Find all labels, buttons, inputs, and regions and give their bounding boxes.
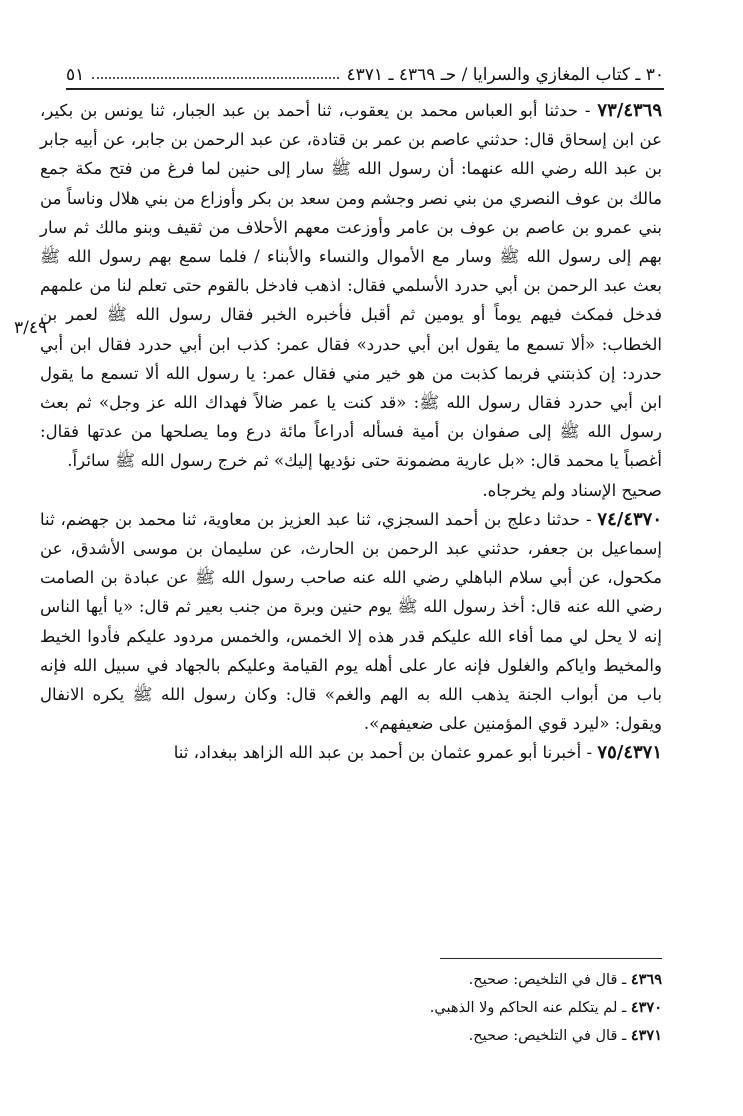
hadith-text: - حدثنا أبو العباس محمد بن يعقوب، ثنا أحمد بن عبد الجبار، ثنا يونس بن بكير، عن ابن إسحاق قال: حدثني عاصم بن عمر بن قتادة، عن عبد الرحمن بن جابر، عن أبيه جابر بن عبد الله رضي الله عنهما: أن رسول الله ﷺ سار إلى حنين لما فرغ من فتح مكة جمع مالك بن عوف النصري من بني نصر وجشم ومن سعد بن بكر وأوزاع من بني هلال وناساً من بني عمرو بن عاصم بن عوف بن عامر وأوزعت معهم الأحلاف من ثقيف وبنو مالك ثم سار بهم إلى رسول الله ﷺ وسار مع الأموال والنساء والأبناء / فلما سمع بهم رسول الله ﷺ بعث عبد الرحمن بن أبي حدرد الأسلمي فقال: اذهب فادخل بالقوم حتى تعلم لنا من علمهم فدخل فمكث فيهم يوماً أو يومين ثم أقبل فأخبره الخبر فقال رسول الله ﷺ لعمر بن الخطاب: «ألا تسمع ما يقول ابن أبي حدرد» فقال عمر: كذب ابن أبي حدرد فقال ابن أبي حدرد: إن كذبتني فربما كذبت من هو خير مني فقال عمر: يا رسول الله ألا تسمع ما يقول ابن أبي حدرد فقال رسول الله ﷺ: «قد كنت يا عمر ضالاً فهداك الله عز وجل» ثم بعث رسول الله ﷺ إلى صفوان بن أمية فسأله أدراعاً مائة درع وما يصلحها من عدتها فقال: أغصباً يا محمد قال: «بل عارية مضمونة حتى نؤديها إليك» ثم خرج رسول الله ﷺ سائراً.: [40, 101, 662, 471]
hadith-text: - أخبرنا أبو عمرو عثمان بن أحمد بن عبد الله الزاهد ببغداد، ثنا: [173, 743, 598, 763]
hadith-number: ٧٥/٤٣٧١: [597, 742, 662, 764]
hadith-paragraph: [40, 505, 662, 739]
footnote-text: ـ قال في التلخيص: صحيح.: [468, 972, 631, 988]
hadith-paragraph: [40, 738, 662, 767]
footnote-text: ـ قال في التلخيص: صحيح.: [468, 1028, 631, 1044]
main-text: [40, 96, 662, 768]
footnote-text: ـ لم يتكلم عنه الحاكم ولا الذهبي.: [429, 1000, 631, 1016]
footnote: [300, 1022, 662, 1050]
footnote-number: ٤٣٧١: [630, 1027, 662, 1044]
footnote-number: ٤٣٧٠: [630, 999, 662, 1016]
hadith-paragraph: [40, 96, 662, 476]
hadith-number: ٧٣/٤٣٦٩: [597, 100, 662, 121]
header-leader-dots: [92, 77, 338, 79]
footnote-divider: [440, 958, 662, 959]
footnote-number: ٤٣٦٩: [630, 971, 662, 988]
footnote: [300, 966, 662, 994]
footnotes: [300, 966, 662, 1050]
header-title: ٣٠ ـ كتاب المغازي والسرايا / حـ ٤٣٦٩ ـ ٤٣٧١: [346, 65, 664, 85]
running-header: [66, 58, 664, 90]
hadith-number: ٧٤/٤٣٧٠: [597, 508, 662, 530]
margin-reference: ٣/٤٩: [14, 318, 48, 338]
grading-note: صحيح الإسناد ولم يخرجاه.: [482, 480, 662, 500]
page-number: ٥١: [66, 65, 85, 85]
footnote: [300, 994, 662, 1022]
hadith-text: - حدثنا دعلج بن أحمد السجزي، ثنا عبد العزيز بن معاوية، ثنا محمد بن جهضم، ثنا إسماعيل بن جعفر، حدثني عبد الرحمن بن الحارث، عن سليمان بن موسى الأشدق، عن مكحول، عن أبي سلام الباهلي رضي الله عنه صاحب رسول الله ﷺ عن عبادة بن الصامت رضي الله عنه قال: أخذ رسول الله ﷺ يوم حنين وبرة من جنب بعير ثم قال: «يا أيها الناس إنه لا يحل لي مما أفاء الله عليكم قدر هذه إلا الخمس، والخمس مردود عليكم فأدوا الخيط والمخيط واياكم والغلول فإنه عار على أهله يوم القيامة وعليكم بالجهاد في سبيل الله فإنه باب من أبواب الجنة يذهب الله به الهم والغم» قال: وكان رسول الله ﷺ يكره الانفال ويقول: «ليرد قوي المؤمنين على ضعيفهم».: [40, 509, 662, 734]
